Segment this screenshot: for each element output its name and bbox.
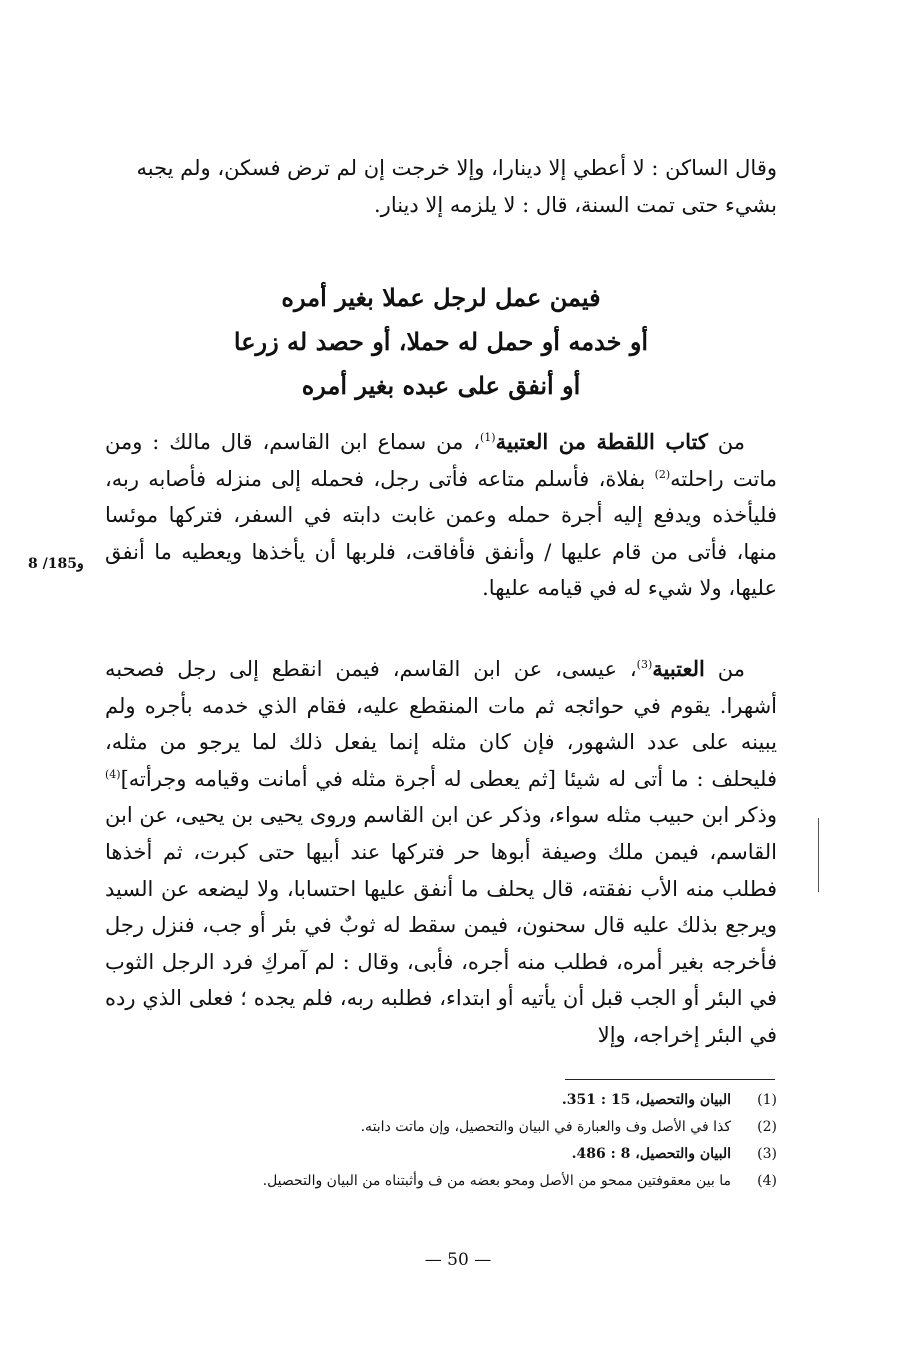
footnote-text: البيان والتحصيل، 15 : 351. bbox=[561, 1092, 731, 1108]
paragraph-2 bbox=[105, 651, 777, 1054]
margin-folio-note: 8 /185و bbox=[28, 556, 84, 572]
footnote-ref: (2) bbox=[654, 467, 671, 481]
footnote-number: (4) bbox=[757, 1173, 777, 1189]
footnote-text: البيان والتحصيل، 8 : 486. bbox=[571, 1146, 731, 1162]
footnotes bbox=[105, 1087, 777, 1195]
paragraph-text: ، من سماع ابن القاسم، قال مالك : ومن ماتت راحلته bbox=[105, 430, 777, 491]
paragraph-text: ، عيسى، عن ابن القاسم، فيمن انقطع إلى رجل فصحبه أشهرا. يقوم في حوائجه ثم مات المنقطع عليه، فقام الذي خدمه بأجره ولم يبينه على عدد الشهور، فإن كان مثله إنما يفعل ذلك لما يرجو من مثله، فليحلف : ما أتى له شيئا [ثم يعطى له أجرة مثله في أمانت وقيامه وجرأته] bbox=[105, 657, 777, 791]
intro-line: وقال الساكن : لا أعطي إلا دينارا، وإلا خرجت إن لم ترض فسكن، ولم يجبه bbox=[136, 156, 777, 180]
footnote-ref: (4) bbox=[105, 767, 121, 781]
paragraph-text: بفلاة، فأسلم متاعه فأتى رجل، فحمله إلى منزله فأصابه ربه، فليأخذه ويدفع إليه أجرة حمله وعمن غابت دابته في السفر، فتركها موئسا منها، فأتى من قام عليها / وأنفق فأفاقت، فلربها أن يأخذها ويعطيه ما أنفق عليها، ولا شيء له في قيامه عليها. bbox=[105, 466, 777, 601]
footnote-item bbox=[105, 1087, 777, 1114]
intro-text bbox=[105, 150, 777, 223]
heading-line: أو أنفق على عبده بغير أمره bbox=[301, 371, 581, 400]
paragraph-text: وذكر ابن حبيب مثله سواء، وذكر عن ابن القاسم وروى يحيى بن يحيى، عن ابن القاسم، فيمن ملك وصيفة أبوها حر فتركها عند أبيها حتى كبرت، ثم أخذها فطلب منه الأب نفقته، قال يحلف ما أنفق عليها احتسابا، ولا ليضعه عن السيد ويرجع بذلك عليه قال سحنون، فيمن سقط له ثوبٌ في بئر أو جب، فنزل رجل فأخرجه بغير أمره، فطلب منه أجره، فأبى، وقال : لم آمركِ فرد الرجل الثوب في البئر أو الجب قبل أن يأتيه أو ابتداء، فطلبه ربه، فلم يجده ؛ فعلى الذي رده في البئر إخراجه، وإلا bbox=[105, 803, 777, 1047]
section-heading bbox=[105, 276, 777, 408]
paragraph-lead: من bbox=[704, 657, 745, 681]
paragraph-1 bbox=[105, 424, 777, 607]
footnote-divider bbox=[565, 1079, 775, 1080]
footnote-text: كذا في الأصل وف والعبارة في البيان والتحصيل، وإن ماتت دابته. bbox=[360, 1119, 731, 1135]
footnote-item bbox=[105, 1141, 777, 1168]
footnote-item bbox=[105, 1168, 777, 1195]
footnote-number: (2) bbox=[757, 1119, 777, 1135]
paragraph-lead: من bbox=[717, 430, 745, 454]
footnote-text: ما بين معقوفتين ممحو من الأصل ومحو بعضه من ف وأثبتناه من البيان والتحصيل. bbox=[262, 1173, 731, 1189]
intro-line: بشيء حتى تمت السنة، قال : لا يلزمه إلا دينار. bbox=[374, 192, 777, 217]
heading-line: فيمن عمل لرجل عملا بغير أمره bbox=[281, 283, 601, 312]
footnote-item bbox=[105, 1114, 777, 1141]
footnote-number: (1) bbox=[757, 1092, 777, 1108]
heading-line: أو خدمه أو حمل له حملا، أو حصد له زرعا bbox=[233, 327, 649, 356]
footnote-ref: (1) bbox=[480, 431, 496, 444]
page-number: — 50 — bbox=[424, 1250, 492, 1270]
source-title: العتبية bbox=[652, 656, 705, 681]
source-title: كتاب اللقطة من العتبية bbox=[495, 429, 708, 454]
footnote-number: (3) bbox=[757, 1146, 777, 1162]
footnote-ref: (3) bbox=[636, 658, 653, 671]
margin-mark-line bbox=[818, 818, 819, 892]
